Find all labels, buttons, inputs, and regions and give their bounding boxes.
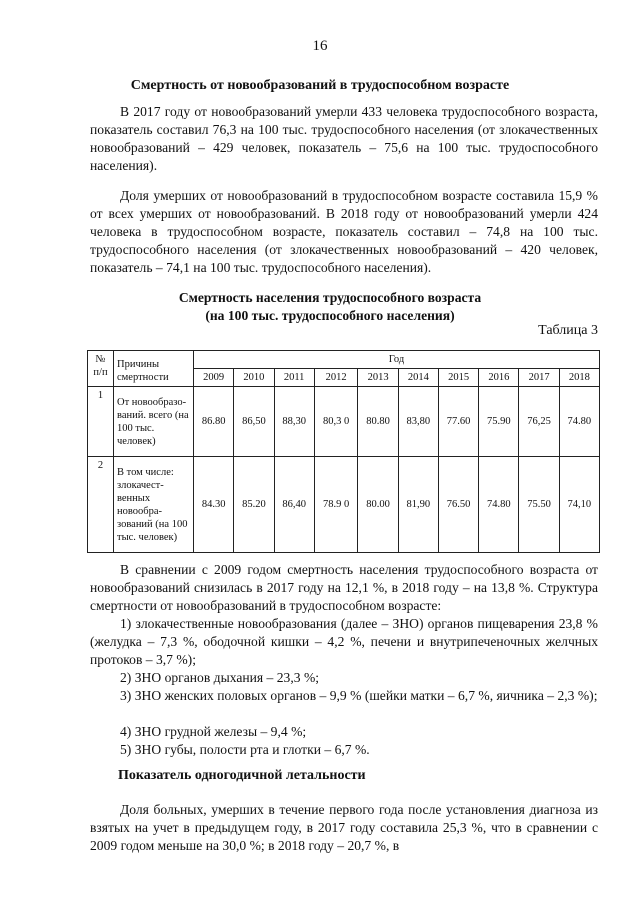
list-item: 2) ЗНО органов дыхания – 23,3 %; <box>120 670 320 685</box>
mortality-table <box>87 350 600 553</box>
year-cell: 2013 <box>358 369 398 387</box>
value-cell: 74.80 <box>479 457 519 553</box>
value-cell: 88,30 <box>274 387 314 457</box>
header-cause: Причины смертности <box>114 351 194 387</box>
value-cell: 74,10 <box>559 457 599 553</box>
value-cell: 77.60 <box>438 387 478 457</box>
section-title-mortality: Смертность от новообразований в трудоспособном возрасте <box>130 78 510 93</box>
value-cell: 76.50 <box>438 457 478 553</box>
value-cell: 83,80 <box>398 387 438 457</box>
value-cell: 86,50 <box>234 387 274 457</box>
list-item: 1) злокачественные новообразования (далее – ЗНО) органов пищеварения 23,8 % (желудка – 7,3 %, ободочной кишки – 4,2 %, печени и внутрипеченочных желчных протоков – 3,7 %); <box>90 616 598 667</box>
value-cell: 78.9 0 <box>314 457 358 553</box>
list-item: 5) ЗНО губы, полости рта и глотки – 6,7 %. <box>120 742 370 757</box>
year-cell: 2018 <box>559 369 599 387</box>
value-cell: 86,40 <box>274 457 314 553</box>
value-cell: 76,25 <box>519 387 559 457</box>
value-cell: 85.20 <box>234 457 274 553</box>
value-cell: 86.80 <box>194 387 234 457</box>
value-cell: 80.80 <box>358 387 398 457</box>
value-cell: 75.90 <box>479 387 519 457</box>
page-number: 16 <box>312 38 328 54</box>
value-cell: 80.00 <box>358 457 398 553</box>
header-num: № п/п <box>88 351 114 387</box>
table-title-line-1: Смертность населения трудоспособного возраста <box>178 290 482 305</box>
list-item: 3) ЗНО женских половых органов – 9,9 % (шейки матки – 6,7 %, яичника – 2,3 %); <box>120 688 598 703</box>
table-header-row <box>88 351 600 369</box>
year-cell: 2010 <box>234 369 274 387</box>
list-item: 4) ЗНО грудной железы – 9,4 %; <box>120 724 307 739</box>
paragraph-share-2018: Доля умерших от новообразований в трудоспособном возрасте составила 15,9 % от всех умерших от новообразований. В 2018 году от новообразований умерли 424 человека в трудоспособном возрасте, показатель составил – 74,8 на 100 тыс. трудоспособного населения (от злокачественных новообразований – 420 человек, показатель – 74,1 на 100 тыс. трудоспособного населения). <box>90 188 598 275</box>
table-label: Таблица 3 <box>538 323 598 338</box>
row-num: 1 <box>88 387 114 457</box>
table-row <box>88 387 600 457</box>
year-cell: 2011 <box>274 369 314 387</box>
value-cell: 81,90 <box>398 457 438 553</box>
year-cell: 2012 <box>314 369 358 387</box>
section-title-lethality: Показатель одногодичной летальности <box>118 768 366 783</box>
table-title <box>0 289 640 325</box>
paragraph-comparison: В сравнении с 2009 годом смертность населения трудоспособного возраста от новообразований снизилась в 2017 году на 12,1 %, в 2018 году – на 13,8 %. Структура смертности от новообразований в трудоспособном возрасте: <box>90 562 598 613</box>
table-title-line-2: (на 100 тыс. трудоспособного населения) <box>205 308 455 323</box>
paragraph-2017: В 2017 году от новообразований умерли 433 человека трудоспособного возраста, показатель составил 76,3 на 100 тыс. трудоспособного населения (от злокачественных новообразований – 429 человек, показатель – 75,6 на 100 тыс. трудоспособного населения). <box>90 104 598 173</box>
year-cell: 2015 <box>438 369 478 387</box>
table-row <box>88 457 600 553</box>
row-cause: В том числе: злокачест-венных новообра-зований (на 100 тыс. человек) <box>114 457 194 553</box>
value-cell: 80,3 0 <box>314 387 358 457</box>
header-year: Год <box>194 351 600 369</box>
year-cell: 2014 <box>398 369 438 387</box>
year-cell: 2016 <box>479 369 519 387</box>
paragraph-lethality: Доля больных, умерших в течение первого года после установления диагноза из взятых на учет в предыдущем году, в 2017 году составила 25,3 %, что в сравнении с 2009 годом меньше на 30,0 %; в 2018 году – 20,7 %, в <box>90 802 598 853</box>
row-cause: От новообразо-ваний. всего (на 100 тыс. человек) <box>114 387 194 457</box>
year-cell: 2009 <box>194 369 234 387</box>
value-cell: 74.80 <box>559 387 599 457</box>
row-num: 2 <box>88 457 114 553</box>
value-cell: 84.30 <box>194 457 234 553</box>
year-cell: 2017 <box>519 369 559 387</box>
value-cell: 75.50 <box>519 457 559 553</box>
